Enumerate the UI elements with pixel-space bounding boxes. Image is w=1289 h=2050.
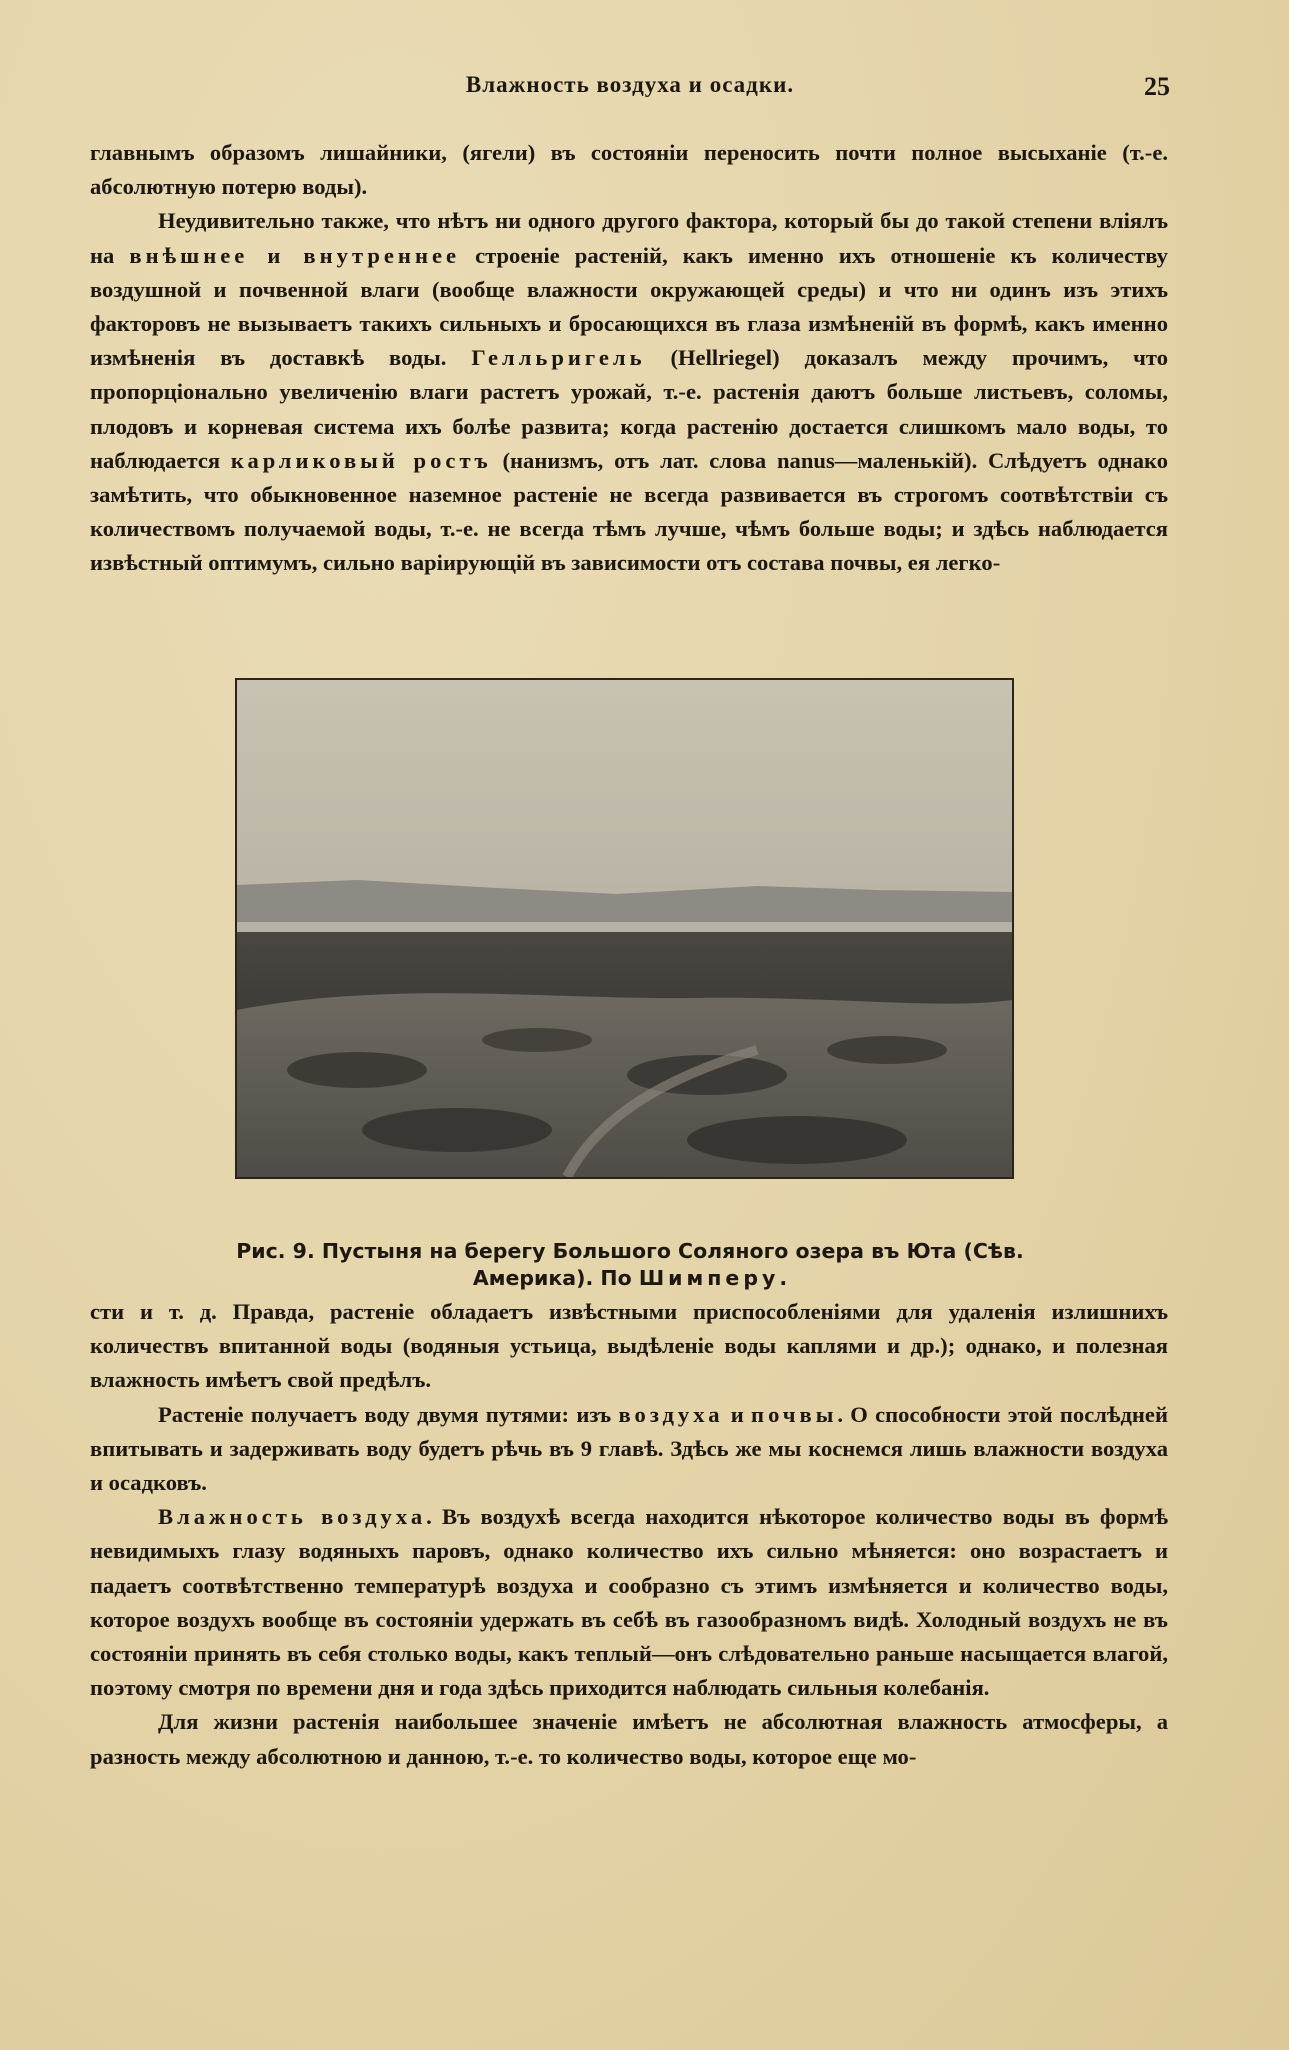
text-run: строеніе растеній, какъ именно ихъ отношеніе къ количеству воздушной и почвенной влаги (вообще влажности окружающей среды) и что ни одинъ изъ этихъ факторовъ не вызываетъ такихъ сильныхъ и бросающихся въ глаза измѣненій въ формѣ, какъ именно измѣненія въ доставкѣ воды. [90, 242, 1168, 371]
paragraph: Для жизни растенія наибольшее значеніе имѣетъ не абсолютная влажность атмосферы, а разность между абсолютною и данною, т.-е. то количество воды, которое еще мо- [90, 1709, 1168, 1769]
text-run: Растеніе получаетъ воду двумя путями: изъ [158, 1401, 619, 1427]
text-run: Неудивительно также, что нѣтъ ни одного другого фактора, который бы до такой степени вліялъ на [90, 208, 1168, 268]
paragraph [90, 1500, 1168, 1705]
text-run: (нанизмъ, отъ лат. слова nanus—маленькій). Слѣдуетъ однако замѣтить, что обыкновенное наземное растеніе не всегда развивается въ строгомъ соотвѣтствіи съ количествомъ получаемой воды, т.-е. не всегда тѣмъ лучше, чѣмъ больше воды; и здѣсь наблюдается извѣстный оптимумъ, сильно варіирующій въ зависимости отъ состава почвы, ея легко- [90, 447, 1169, 576]
figure-caption [230, 1238, 1030, 1292]
paragraph: главнымъ образомъ лишайники, (ягели) въ состояніи переносить почти полное высыханіе (т.-е. абсолютную потерю воды). [90, 140, 1168, 200]
text-block-top [90, 136, 1168, 581]
paragraph [90, 204, 1168, 580]
running-title: Влажность воздуха и осадки. [465, 72, 795, 97]
running-header [90, 72, 1170, 106]
text-run: . Въ воздухѣ всегда находится нѣкоторое количество воды въ формѣ невидимыхъ глазу водяныхъ паровъ, однако количество ихъ сильно мѣняется: оно возрастаетъ и падаетъ соотвѣтственно температурѣ воздуха и сообразно съ этимъ измѣняется и количество воды, которое воздухъ вообще въ состояніи удержать въ себѣ въ газообразномъ видѣ. Холодный воздухъ не въ состояніи принять въ себя столько воды, какъ теплый—онъ слѣдовательно раньше насыщается влагой, поэтому смотря по времени дня и года здѣсь приходится наблюдать сильныя колебанія. [90, 1504, 1169, 1701]
page-number: 25 [1144, 72, 1170, 101]
spaced-emphasis: Гелльригель [471, 345, 646, 371]
text-run: (Hellriegel) доказалъ между прочимъ, что пропорціонально увеличенію влаги растетъ урожай, т.-е. растенія даютъ больше листьевъ, соломы, плодовъ и корневая система ихъ болѣе развита; когда растенію достается слишкомъ мало воды, то наблюдается [90, 345, 1168, 473]
spaced-emphasis: внѣшнее и внутреннее [129, 242, 461, 268]
spaced-emphasis: Влажность воздуха [158, 1504, 427, 1530]
desert-lake-photo [237, 680, 1012, 1177]
spaced-emphasis: карликовый ростъ [230, 447, 492, 473]
caption-author: Шимперу [638, 1266, 780, 1290]
caption-text: . [779, 1266, 788, 1290]
spaced-emphasis: воздуха [618, 1401, 724, 1427]
text-run: . О способности этой послѣдней впитывать и задерживать воду будетъ рѣчь въ 9 главѣ. Здѣсь же мы коснемся лишь влажности воздуха и осадковъ. [90, 1401, 1168, 1496]
paragraph [90, 1398, 1168, 1501]
paragraph: сти и т. д. Правда, растеніе обладаетъ извѣстными приспособленіями для удаленія излишнихъ количествъ впитанной воды (водяныя устьица, выдѣленіе воды каплями и др.); однако, и полезная влажность имѣетъ свой предѣлъ. [90, 1299, 1168, 1393]
text-run: и [723, 1401, 752, 1427]
text-block-bottom [90, 1295, 1168, 1774]
spaced-emphasis: почвы [751, 1401, 838, 1427]
figure-photo [235, 678, 1014, 1179]
caption-text: Рис. 9. Пустыня на берегу Большого Соляного озера въ Юта (Сѣв. Америка). По [236, 1239, 1024, 1290]
